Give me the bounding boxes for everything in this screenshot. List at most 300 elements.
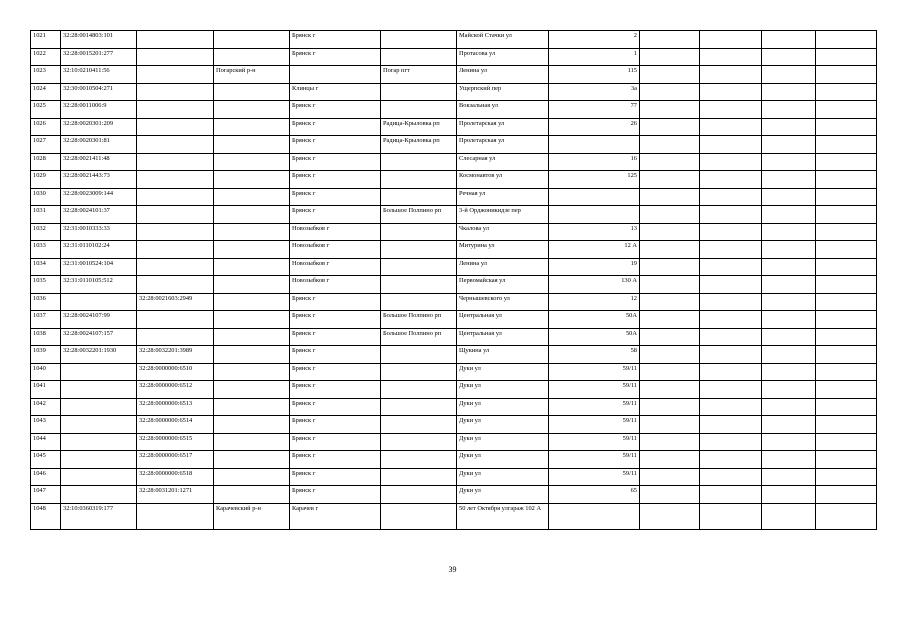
table-cell: 32:31:0110105:512 xyxy=(61,276,137,294)
table-row xyxy=(31,66,877,84)
table-row xyxy=(31,451,877,469)
empty-cell xyxy=(700,171,762,189)
table-cell: 125 xyxy=(549,171,640,189)
row-number-cell: 1037 xyxy=(31,311,61,329)
table-cell: 32:10:0360319:177 xyxy=(61,503,137,529)
table-cell xyxy=(61,398,137,416)
table-cell: 32:28:0011006:9 xyxy=(61,101,137,119)
table-cell xyxy=(381,188,457,206)
table-cell xyxy=(61,363,137,381)
table-cell xyxy=(381,223,457,241)
empty-cell xyxy=(762,171,816,189)
table-cell: Брянск г xyxy=(290,451,381,469)
table-cell: 32:28:0000000:6514 xyxy=(137,416,214,434)
table-cell: Радица-Крыловка рп xyxy=(381,118,457,136)
row-number-cell: 1033 xyxy=(31,241,61,259)
table-cell: Брянск г xyxy=(290,416,381,434)
table-cell: 32:28:0032201:3989 xyxy=(137,346,214,364)
table-cell: Брянск г xyxy=(290,381,381,399)
table-cell: 32:31:0010524:104 xyxy=(61,258,137,276)
empty-cell xyxy=(762,486,816,504)
row-number-cell: 1048 xyxy=(31,503,61,529)
empty-cell xyxy=(762,153,816,171)
table-cell xyxy=(214,486,290,504)
table-cell: Брянск г xyxy=(290,48,381,66)
row-number-cell: 1028 xyxy=(31,153,61,171)
table-cell: Новозыбков г xyxy=(290,258,381,276)
row-number-cell: 1046 xyxy=(31,468,61,486)
table-cell xyxy=(137,258,214,276)
empty-cell xyxy=(640,363,700,381)
table-cell xyxy=(214,328,290,346)
empty-cell xyxy=(816,311,877,329)
empty-cell xyxy=(762,136,816,154)
empty-cell xyxy=(816,451,877,469)
table-cell: 3а xyxy=(549,83,640,101)
table-cell: 32:28:0000000:6513 xyxy=(137,398,214,416)
table-cell xyxy=(61,451,137,469)
table-cell: 59/11 xyxy=(549,398,640,416)
empty-cell xyxy=(640,416,700,434)
empty-cell xyxy=(700,468,762,486)
table-cell: Майской Стачки ул xyxy=(457,31,549,49)
row-number-cell: 1031 xyxy=(31,206,61,224)
table-cell: Брянск г xyxy=(290,101,381,119)
table-cell: Карачев г xyxy=(290,503,381,529)
table-cell xyxy=(137,276,214,294)
table-cell xyxy=(214,468,290,486)
empty-cell xyxy=(816,136,877,154)
empty-cell xyxy=(816,381,877,399)
empty-cell xyxy=(640,171,700,189)
table-cell: Дуки ул xyxy=(457,416,549,434)
table-row xyxy=(31,153,877,171)
table-cell: 59/11 xyxy=(549,433,640,451)
table-cell xyxy=(214,311,290,329)
table-cell xyxy=(381,101,457,119)
table-cell xyxy=(61,468,137,486)
table-cell xyxy=(381,293,457,311)
row-number-cell: 1035 xyxy=(31,276,61,294)
table-cell xyxy=(137,223,214,241)
empty-cell xyxy=(816,118,877,136)
empty-cell xyxy=(700,136,762,154)
empty-cell xyxy=(816,241,877,259)
table-cell: 12 xyxy=(549,293,640,311)
empty-cell xyxy=(762,48,816,66)
empty-cell xyxy=(640,276,700,294)
table-cell xyxy=(214,346,290,364)
row-number-cell: 1036 xyxy=(31,293,61,311)
table-cell: 32:28:0000000:6517 xyxy=(137,451,214,469)
table-cell xyxy=(137,118,214,136)
table-cell xyxy=(137,241,214,259)
empty-cell xyxy=(816,66,877,84)
empty-cell xyxy=(700,83,762,101)
empty-cell xyxy=(816,83,877,101)
table-cell xyxy=(214,258,290,276)
table-row xyxy=(31,293,877,311)
table-row xyxy=(31,118,877,136)
table-cell: Слесарная ул xyxy=(457,153,549,171)
empty-cell xyxy=(700,223,762,241)
empty-cell xyxy=(700,503,762,529)
row-number-cell: 1024 xyxy=(31,83,61,101)
empty-cell xyxy=(700,241,762,259)
table-cell xyxy=(61,433,137,451)
table-cell: Радица-Крыловка рп xyxy=(381,136,457,154)
table-cell: 1 xyxy=(549,48,640,66)
table-cell: Большое Полпино рп xyxy=(381,311,457,329)
table-row xyxy=(31,206,877,224)
table-cell: Брянск г xyxy=(290,136,381,154)
register-table xyxy=(30,30,877,530)
table-cell: 59/11 xyxy=(549,381,640,399)
table-cell: Брянск г xyxy=(290,398,381,416)
table-cell xyxy=(214,381,290,399)
table-cell xyxy=(61,486,137,504)
table-body xyxy=(31,31,877,530)
empty-cell xyxy=(640,223,700,241)
table-row xyxy=(31,223,877,241)
empty-cell xyxy=(762,381,816,399)
table-cell: 13 xyxy=(549,223,640,241)
table-row xyxy=(31,241,877,259)
table-cell: 32:28:0015201:277 xyxy=(61,48,137,66)
table-row xyxy=(31,363,877,381)
table-cell: Погарский р-н xyxy=(214,66,290,84)
row-number-cell: 1044 xyxy=(31,433,61,451)
empty-cell xyxy=(816,101,877,119)
empty-cell xyxy=(700,153,762,171)
table-cell: Вокзальная ул xyxy=(457,101,549,119)
empty-cell xyxy=(762,451,816,469)
table-cell: Чернышевского ул xyxy=(457,293,549,311)
table-row xyxy=(31,171,877,189)
table-cell: 32:10:0210411:56 xyxy=(61,66,137,84)
row-number-cell: 1034 xyxy=(31,258,61,276)
empty-cell xyxy=(640,48,700,66)
table-cell: Брянск г xyxy=(290,363,381,381)
table-cell: 26 xyxy=(549,118,640,136)
empty-cell xyxy=(640,31,700,49)
table-cell: 32:28:0031201:1271 xyxy=(137,486,214,504)
table-cell xyxy=(214,118,290,136)
table-cell: Брянск г xyxy=(290,206,381,224)
table-cell: Брянск г xyxy=(290,433,381,451)
row-number-cell: 1030 xyxy=(31,188,61,206)
empty-cell xyxy=(762,118,816,136)
empty-cell xyxy=(762,293,816,311)
table-cell xyxy=(381,346,457,364)
empty-cell xyxy=(700,381,762,399)
table-cell: Большое Полпино рп xyxy=(381,328,457,346)
row-number-cell: 1047 xyxy=(31,486,61,504)
table-row xyxy=(31,311,877,329)
row-number-cell: 1045 xyxy=(31,451,61,469)
empty-cell xyxy=(640,468,700,486)
empty-cell xyxy=(700,48,762,66)
empty-cell xyxy=(700,118,762,136)
table-cell: 19 xyxy=(549,258,640,276)
table-cell xyxy=(381,451,457,469)
empty-cell xyxy=(700,276,762,294)
empty-cell xyxy=(762,363,816,381)
empty-cell xyxy=(700,433,762,451)
empty-cell xyxy=(640,346,700,364)
table-cell: 32:28:0000000:6518 xyxy=(137,468,214,486)
table-cell: 59/11 xyxy=(549,416,640,434)
table-cell: Дуки ул xyxy=(457,468,549,486)
row-number-cell: 1039 xyxy=(31,346,61,364)
table-cell: Ленина ул xyxy=(457,258,549,276)
empty-cell xyxy=(700,363,762,381)
table-cell xyxy=(214,363,290,381)
table-cell xyxy=(381,31,457,49)
table-cell: Центральная ул xyxy=(457,328,549,346)
empty-cell xyxy=(640,206,700,224)
table-cell: 32:31:0010333:33 xyxy=(61,223,137,241)
table-cell: Брянск г xyxy=(290,311,381,329)
empty-cell xyxy=(762,31,816,49)
table-cell xyxy=(381,398,457,416)
table-cell xyxy=(214,276,290,294)
table-cell xyxy=(137,83,214,101)
table-cell: 32:28:0024107:157 xyxy=(61,328,137,346)
table-cell xyxy=(549,503,640,529)
empty-cell xyxy=(816,433,877,451)
empty-cell xyxy=(640,381,700,399)
empty-cell xyxy=(816,188,877,206)
empty-cell xyxy=(762,188,816,206)
empty-cell xyxy=(762,223,816,241)
empty-cell xyxy=(762,433,816,451)
table-row xyxy=(31,433,877,451)
table-cell xyxy=(214,171,290,189)
table-cell: 32:28:0021603:2949 xyxy=(137,293,214,311)
table-row xyxy=(31,101,877,119)
table-cell xyxy=(61,416,137,434)
row-number-cell: 1022 xyxy=(31,48,61,66)
table-cell xyxy=(381,468,457,486)
empty-cell xyxy=(762,276,816,294)
table-cell: Брянск г xyxy=(290,188,381,206)
table-cell: Новозыбков г xyxy=(290,223,381,241)
table-cell: 32:28:0020301:81 xyxy=(61,136,137,154)
table-cell: 50 лет Октября улгараж 102 А xyxy=(457,503,549,529)
empty-cell xyxy=(640,486,700,504)
table-cell xyxy=(214,188,290,206)
table-cell: 32:28:0000000:6515 xyxy=(137,433,214,451)
table-cell: 32:28:0000000:6510 xyxy=(137,363,214,381)
row-number-cell: 1025 xyxy=(31,101,61,119)
table-cell xyxy=(549,206,640,224)
table-cell: 32:28:0000000:6512 xyxy=(137,381,214,399)
table-cell xyxy=(549,136,640,154)
table-row xyxy=(31,276,877,294)
empty-cell xyxy=(640,153,700,171)
empty-cell xyxy=(640,451,700,469)
table-cell xyxy=(137,328,214,346)
table-cell: Дуки ул xyxy=(457,486,549,504)
table-cell: 130 А xyxy=(549,276,640,294)
table-cell: Ленина ул xyxy=(457,66,549,84)
table-cell: Дуки ул xyxy=(457,433,549,451)
table-cell: Щукина ул xyxy=(457,346,549,364)
row-number-cell: 1029 xyxy=(31,171,61,189)
table-cell xyxy=(137,188,214,206)
table-cell: 16 xyxy=(549,153,640,171)
table-cell: 50А xyxy=(549,328,640,346)
empty-cell xyxy=(762,258,816,276)
empty-cell xyxy=(762,416,816,434)
table-cell: 115 xyxy=(549,66,640,84)
table-cell xyxy=(549,188,640,206)
table-cell xyxy=(214,83,290,101)
table-cell xyxy=(381,258,457,276)
empty-cell xyxy=(700,486,762,504)
table-cell: Брянск г xyxy=(290,346,381,364)
table-cell: Погар пгт xyxy=(381,66,457,84)
empty-cell xyxy=(700,328,762,346)
table-cell xyxy=(381,363,457,381)
table-cell: Пролетарская ул xyxy=(457,136,549,154)
empty-cell xyxy=(816,328,877,346)
table-cell: 32:28:0021411:48 xyxy=(61,153,137,171)
empty-cell xyxy=(700,346,762,364)
empty-cell xyxy=(640,101,700,119)
table-cell: 32:28:0032201:1930 xyxy=(61,346,137,364)
empty-cell xyxy=(640,433,700,451)
empty-cell xyxy=(700,398,762,416)
empty-cell xyxy=(816,223,877,241)
table-cell xyxy=(381,276,457,294)
table-cell: 32:28:0024101:37 xyxy=(61,206,137,224)
table-row xyxy=(31,328,877,346)
row-number-cell: 1042 xyxy=(31,398,61,416)
empty-cell xyxy=(700,66,762,84)
table-cell xyxy=(137,31,214,49)
empty-cell xyxy=(762,346,816,364)
row-number-cell: 1032 xyxy=(31,223,61,241)
table-cell: Новозыбков г xyxy=(290,276,381,294)
table-row xyxy=(31,188,877,206)
row-number-cell: 1043 xyxy=(31,416,61,434)
table-cell xyxy=(214,153,290,171)
empty-cell xyxy=(700,188,762,206)
table-cell: Центральная ул xyxy=(457,311,549,329)
row-number-cell: 1041 xyxy=(31,381,61,399)
empty-cell xyxy=(762,311,816,329)
table-cell: Дуки ул xyxy=(457,398,549,416)
table-cell xyxy=(61,293,137,311)
table-row xyxy=(31,486,877,504)
table-cell: Ущерпский пер xyxy=(457,83,549,101)
table-cell: 12 А xyxy=(549,241,640,259)
table-cell: Дуки ул xyxy=(457,451,549,469)
empty-cell xyxy=(640,328,700,346)
table-cell: 50А xyxy=(549,311,640,329)
table-cell xyxy=(214,416,290,434)
page-number: 39 xyxy=(448,565,457,574)
table-cell xyxy=(214,398,290,416)
table-cell: Космонавтов ул xyxy=(457,171,549,189)
table-cell: 59/11 xyxy=(549,451,640,469)
table-cell xyxy=(214,241,290,259)
table-cell xyxy=(381,416,457,434)
table-row xyxy=(31,83,877,101)
table-cell: Брянск г xyxy=(290,486,381,504)
table-cell xyxy=(381,83,457,101)
table-cell: Митурина ул xyxy=(457,241,549,259)
table-row xyxy=(31,468,877,486)
table-cell xyxy=(214,31,290,49)
empty-cell xyxy=(762,83,816,101)
empty-cell xyxy=(762,503,816,529)
table-cell xyxy=(214,101,290,119)
table-cell: Новозыбков г xyxy=(290,241,381,259)
table-cell xyxy=(137,171,214,189)
table-row xyxy=(31,398,877,416)
table-row xyxy=(31,381,877,399)
table-cell xyxy=(137,136,214,154)
table-cell: Пролетарская ул xyxy=(457,118,549,136)
empty-cell xyxy=(762,241,816,259)
empty-cell xyxy=(700,206,762,224)
empty-cell xyxy=(700,101,762,119)
table-cell xyxy=(61,381,137,399)
empty-cell xyxy=(640,293,700,311)
empty-cell xyxy=(816,206,877,224)
table-cell xyxy=(214,206,290,224)
empty-cell xyxy=(816,468,877,486)
table-cell: 65 xyxy=(549,486,640,504)
table-cell: 2 xyxy=(549,31,640,49)
row-number-cell: 1021 xyxy=(31,31,61,49)
empty-cell xyxy=(640,136,700,154)
table-cell: Брянск г xyxy=(290,171,381,189)
table-cell: 3-й Орджоникидзе пер xyxy=(457,206,549,224)
table-cell xyxy=(137,206,214,224)
table-cell xyxy=(214,48,290,66)
empty-cell xyxy=(640,83,700,101)
table-cell: Брянск г xyxy=(290,118,381,136)
table-cell xyxy=(137,101,214,119)
empty-cell xyxy=(816,398,877,416)
table-cell: 32:30:0010504:271 xyxy=(61,83,137,101)
empty-cell xyxy=(762,101,816,119)
table-cell xyxy=(381,171,457,189)
table-cell: Большое Полпино рп xyxy=(381,206,457,224)
empty-cell xyxy=(700,31,762,49)
empty-cell xyxy=(762,468,816,486)
empty-cell xyxy=(700,293,762,311)
table-cell: Карачевский р-н xyxy=(214,503,290,529)
empty-cell xyxy=(816,171,877,189)
table-cell xyxy=(137,66,214,84)
table-cell: Брянск г xyxy=(290,31,381,49)
empty-cell xyxy=(700,258,762,276)
table-cell: Брянск г xyxy=(290,328,381,346)
table-row xyxy=(31,31,877,49)
empty-cell xyxy=(640,503,700,529)
table-cell xyxy=(381,153,457,171)
table-cell: 32:28:0021443:73 xyxy=(61,171,137,189)
table-cell: 59/11 xyxy=(549,363,640,381)
table-cell: 32:28:0020301:209 xyxy=(61,118,137,136)
table-cell xyxy=(137,503,214,529)
empty-cell xyxy=(816,416,877,434)
